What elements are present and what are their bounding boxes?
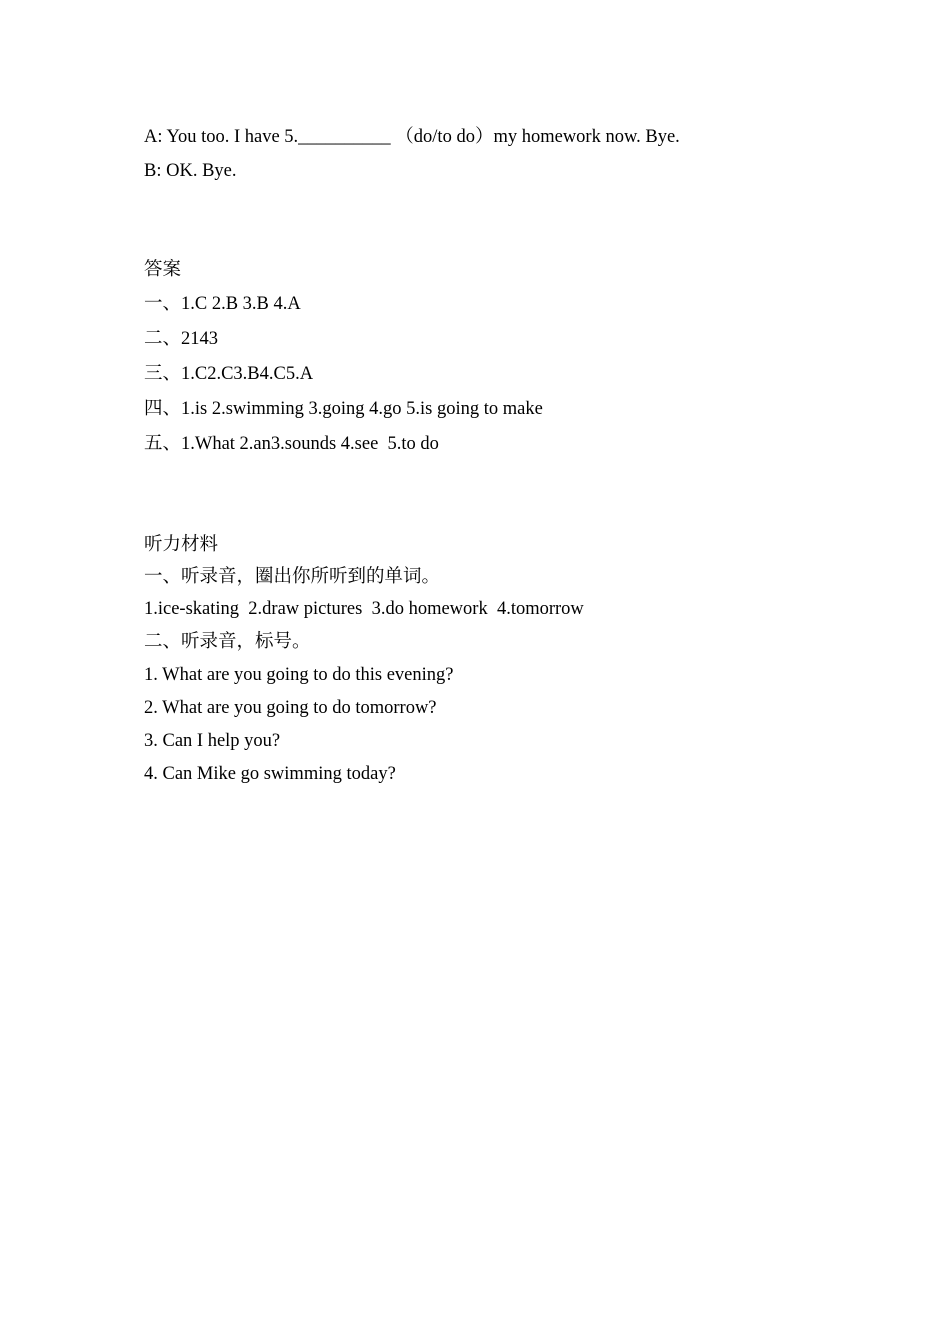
answer-item-5: 五、1.What 2.an3.sounds 4.see 5.to do [144, 434, 439, 454]
listening-section-1-words: 1.ice-skating 2.draw pictures 3.do homework 4.tomorrow [144, 599, 584, 619]
listening-heading: 听力材料 [144, 535, 219, 555]
answer-item-4: 四、1.is 2.swimming 3.going 4.go 5.is going to make [144, 399, 543, 419]
answer-item-3: 三、1.C2.C3.B4.C5.A [144, 364, 314, 384]
listening-section-2-title: 二、听录音，标号。 [144, 632, 311, 652]
listening-section-1-title: 一、听录音，圈出你所听到的单词。 [144, 567, 441, 587]
listening-question-1: 1. What are you going to do this evening? [144, 665, 454, 685]
answer-item-2: 二、2143 [144, 329, 219, 349]
answers-heading: 答案 [144, 260, 182, 280]
listening-question-4: 4. Can Mike go swimming today? [144, 764, 396, 784]
dialogue-line-a: A: You too. I have 5.__________ （do/to do）my homework now. Bye. [144, 127, 680, 147]
answer-item-1: 一、1.C 2.B 3.B 4.A [144, 294, 301, 314]
listening-question-3: 3. Can I help you? [144, 731, 281, 751]
dialogue-line-b: B: OK. Bye. [144, 161, 237, 181]
listening-question-2: 2. What are you going to do tomorrow? [144, 698, 437, 718]
